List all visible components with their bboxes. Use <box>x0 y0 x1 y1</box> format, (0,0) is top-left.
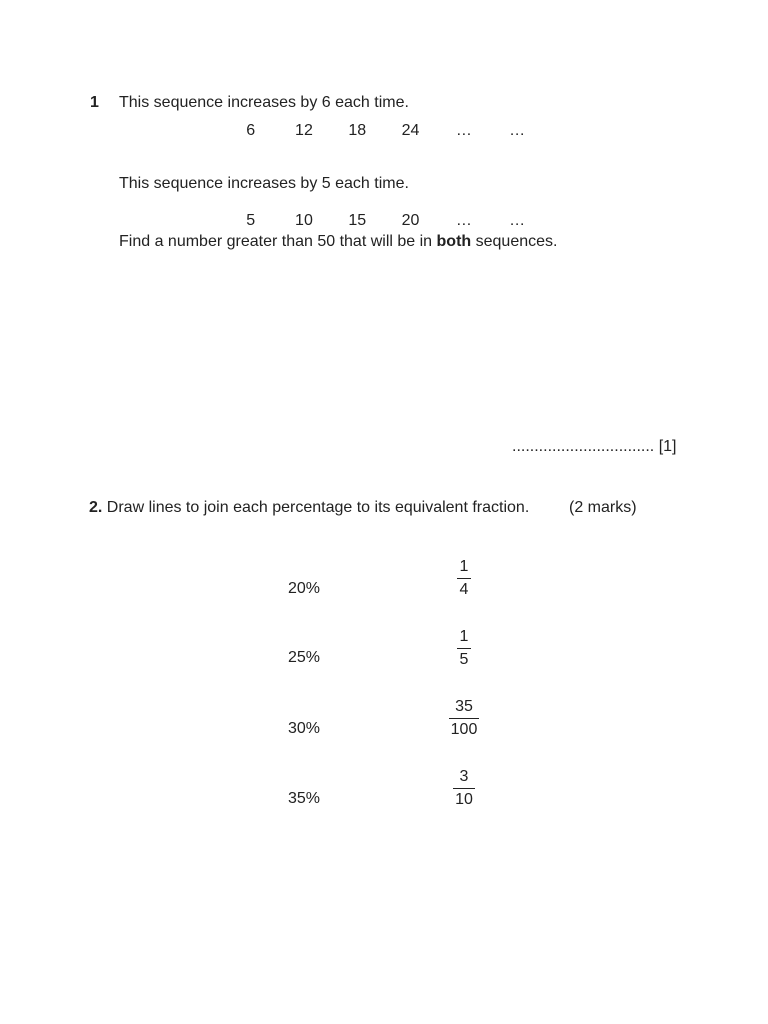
sequence-b-term: 20 <box>401 212 420 229</box>
percentage-label[interactable]: 35% <box>288 790 321 807</box>
prompt-text-before: Find a number greater than 50 that will be in <box>119 233 437 250</box>
fraction-denominator: 10 <box>455 791 473 808</box>
sequence-a-term: 12 <box>295 122 313 139</box>
question-2-prompt <box>89 500 529 516</box>
answer-line[interactable]: ................................ [1] <box>512 438 677 455</box>
fraction-denominator: 100 <box>450 721 478 738</box>
question-1-number: 1 <box>90 94 99 111</box>
sequence-a <box>224 123 544 139</box>
sequence-b-term: 10 <box>295 212 313 229</box>
prompt-text-after: sequences. <box>471 233 558 250</box>
fraction-bar <box>453 788 475 789</box>
fraction[interactable] <box>444 769 484 808</box>
percentage-label[interactable]: 30% <box>288 720 321 737</box>
percentage-label[interactable]: 25% <box>288 649 321 666</box>
sequence-b-intro: This sequence increases by 5 each time. <box>119 175 409 192</box>
fraction-numerator: 1 <box>459 558 469 575</box>
question-2-text: Draw lines to join each percentage to its equivalent fraction. <box>106 499 530 516</box>
question-2-number: 2. <box>89 499 103 516</box>
sequence-b-term: 5 <box>246 212 256 229</box>
sequence-a-term: 24 <box>401 122 420 139</box>
question-2-marks: (2 marks) <box>569 499 637 516</box>
fraction-denominator: 5 <box>459 651 469 668</box>
fraction-denominator: 4 <box>459 581 469 598</box>
fraction[interactable] <box>444 559 484 598</box>
fraction-bar <box>457 648 471 649</box>
percentage-label[interactable]: 20% <box>288 580 321 597</box>
prompt-emphasis: both <box>436 233 472 250</box>
question-1-prompt <box>119 234 557 250</box>
sequence-a-term: 18 <box>348 122 367 139</box>
sequence-b-term: … <box>509 212 526 229</box>
fraction-bar <box>457 578 471 579</box>
sequence-a-term: 6 <box>246 122 256 139</box>
fraction-bar <box>449 718 479 719</box>
fraction-numerator: 1 <box>459 628 469 645</box>
fraction[interactable] <box>444 699 484 738</box>
fraction[interactable] <box>444 629 484 668</box>
sequence-a-intro: This sequence increases by 6 each time. <box>119 94 409 111</box>
fraction-numerator: 35 <box>455 698 473 715</box>
fraction-numerator: 3 <box>459 768 469 785</box>
sequence-b-term: 15 <box>348 212 367 229</box>
sequence-b <box>224 213 544 229</box>
sequence-a-term: … <box>455 122 472 139</box>
sequence-a-term: … <box>509 122 526 139</box>
sequence-b-term: … <box>455 212 472 229</box>
